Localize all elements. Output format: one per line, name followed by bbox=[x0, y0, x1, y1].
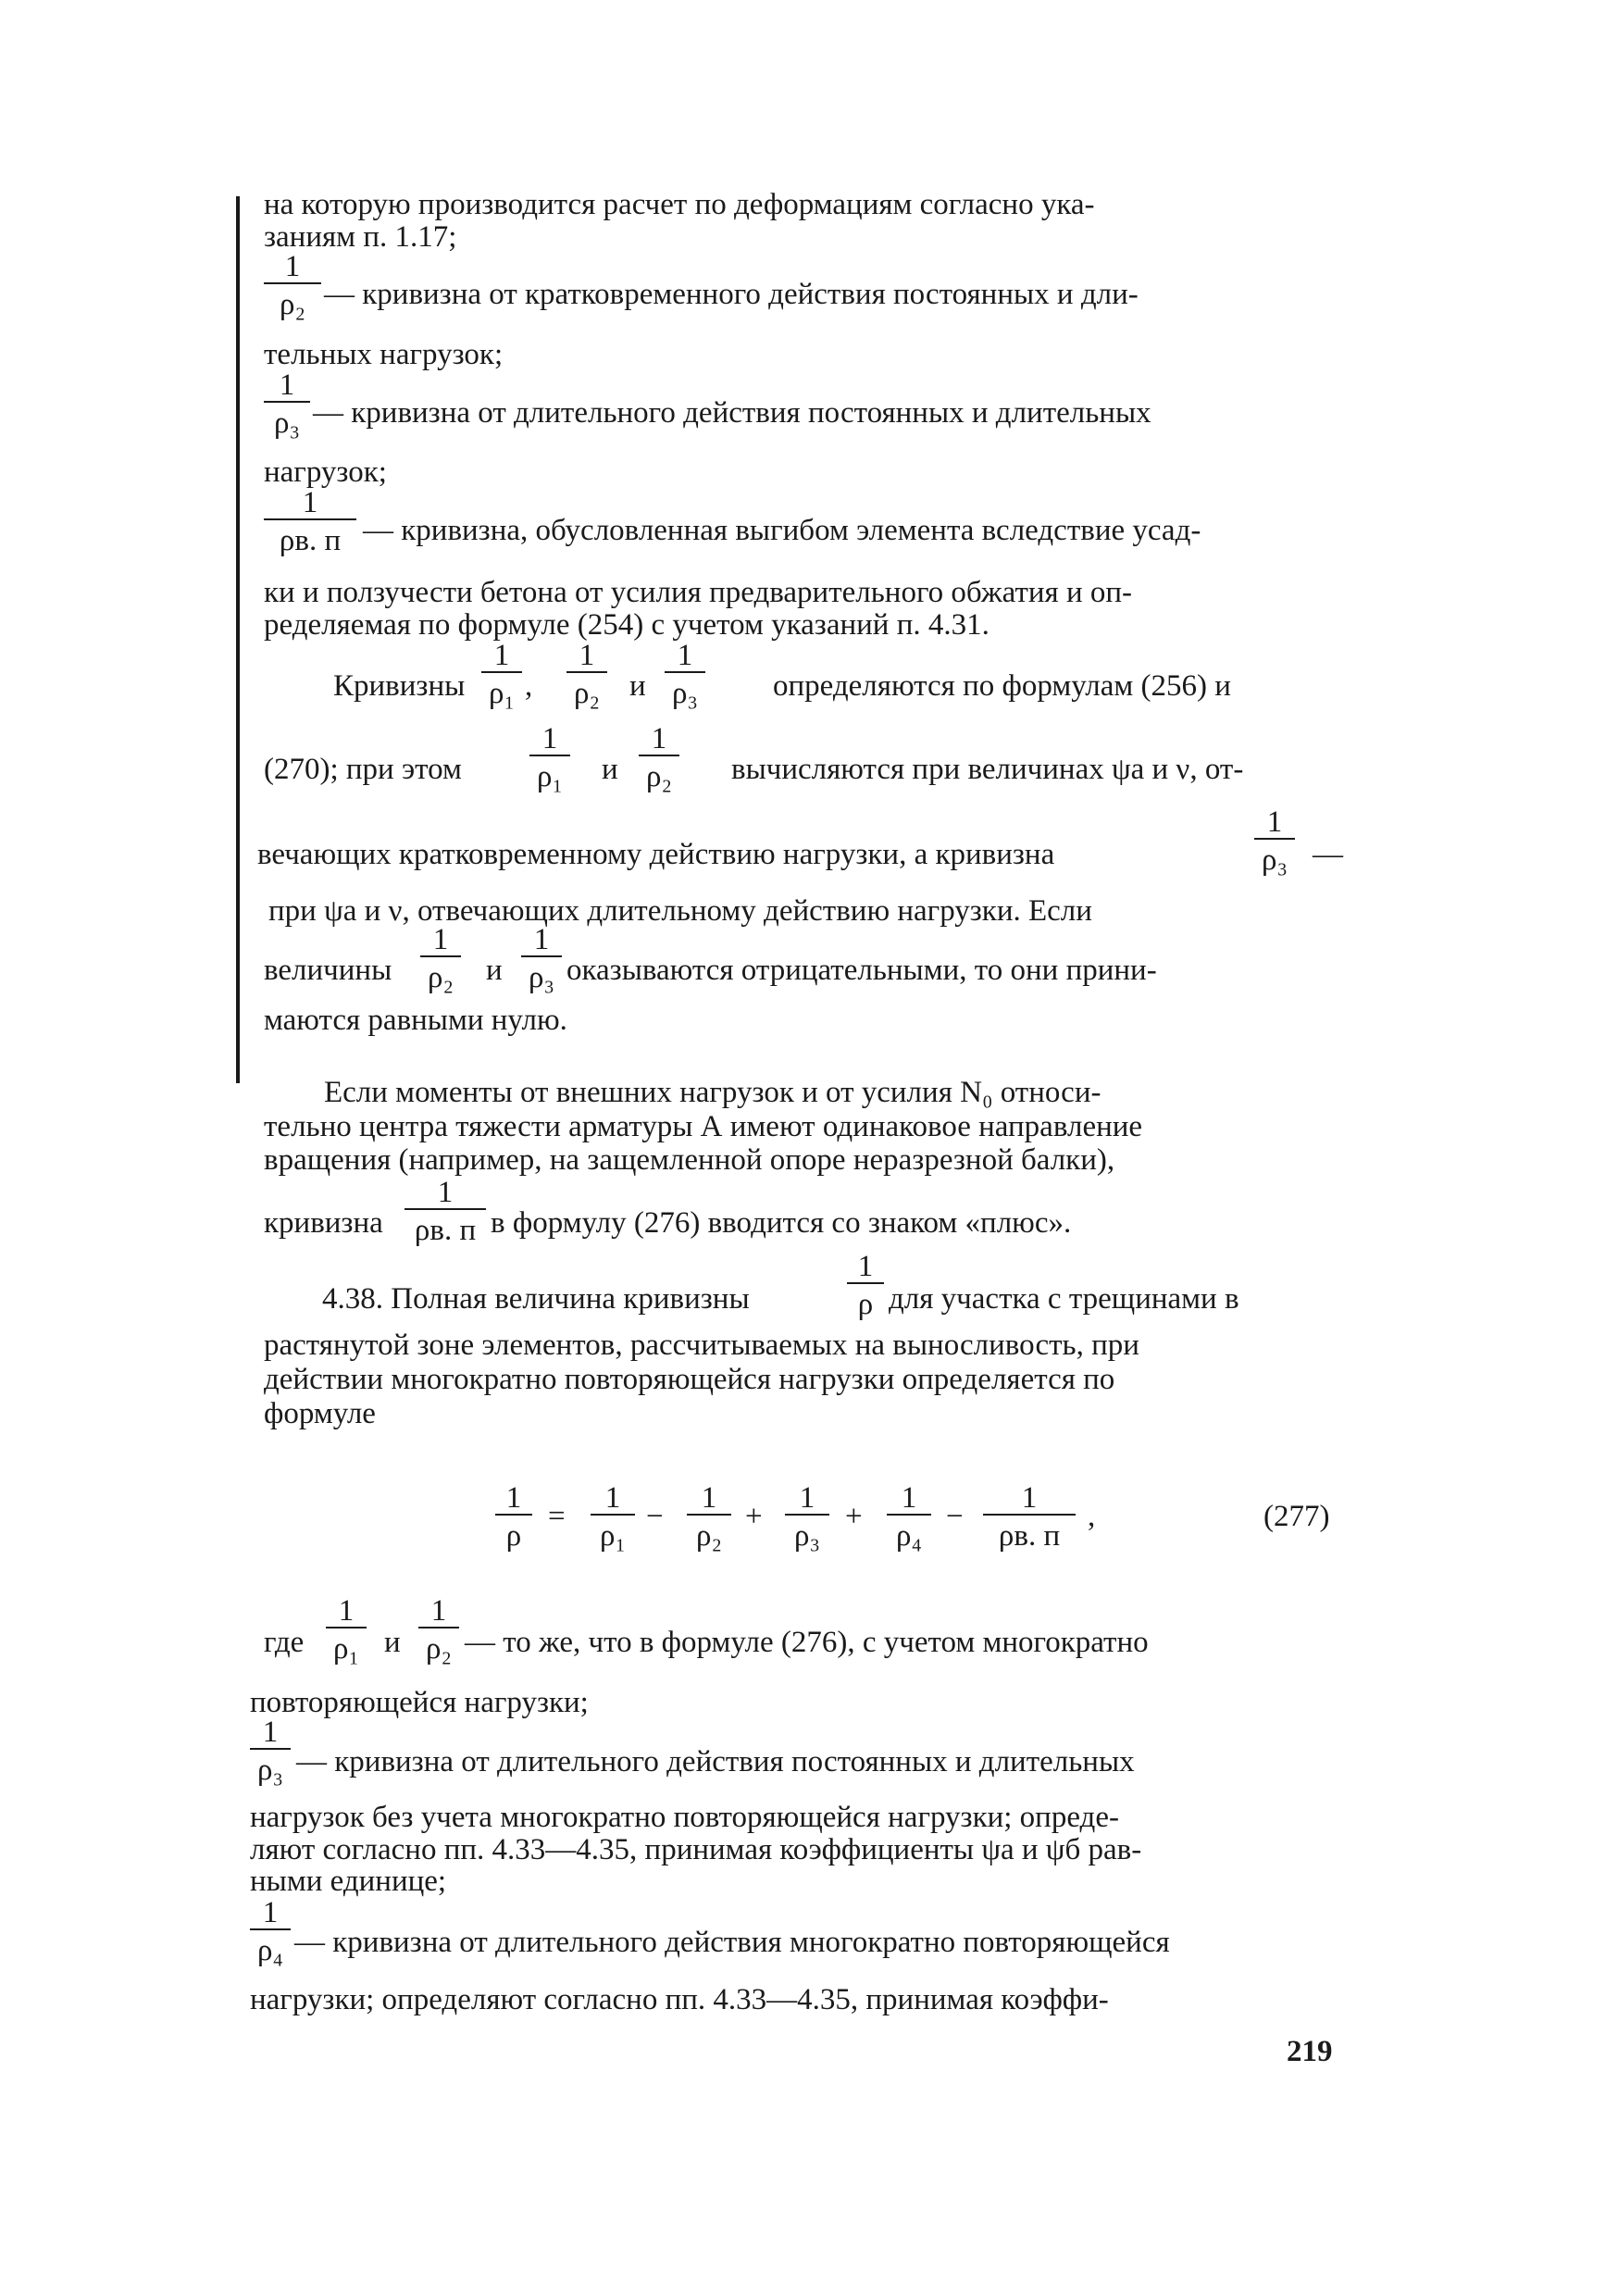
fraction-1-rho1: 1 ρ₁ bbox=[481, 641, 522, 709]
fraction-1-rho-vp: 1 ρв. п bbox=[264, 488, 356, 556]
equation-comma: , bbox=[1088, 1500, 1096, 1533]
fraction-1-rho: 1 ρ bbox=[495, 1483, 532, 1552]
text-line: — кривизна от длительного действия постоянных и длительных bbox=[313, 396, 1151, 430]
text-line: вычисляются при величинах ψа и ν, от- bbox=[731, 753, 1244, 786]
text-line: Если моменты от внешних нагрузок и от усилия N₀ относи- bbox=[324, 1076, 1101, 1109]
text-line: заниям п. 1.17; bbox=[264, 220, 457, 254]
text-line: вечающих кратковременному действию нагрузки, а кривизна bbox=[257, 838, 1055, 871]
fraction-1-rho3: 1 ρ₃ bbox=[264, 370, 310, 439]
text-line: (270); при этом bbox=[264, 753, 462, 786]
fraction-1-rho3: 1 ρ₃ bbox=[1254, 807, 1295, 876]
text-word: и bbox=[602, 753, 618, 786]
fraction-1-rho2: 1 ρ₂ bbox=[566, 641, 607, 709]
text-line: — кривизна от длительного действия многократно повторяющейся bbox=[294, 1926, 1170, 1959]
fraction-1-rho-vp: 1 ρв. п bbox=[404, 1178, 486, 1246]
fraction-1-rho1: 1 ρ₁ bbox=[591, 1483, 635, 1552]
minus-sign: − bbox=[946, 1500, 964, 1533]
margin-change-bar bbox=[236, 196, 240, 1083]
text-line: тельно центра тяжести арматуры А имеют одинаковое направление bbox=[264, 1110, 1143, 1143]
text-line: ляют согласно пп. 4.33—4.35, принимая коэффициенты ψа и ψб рав- bbox=[250, 1833, 1142, 1866]
text-line: тельных нагрузок; bbox=[264, 338, 504, 371]
equation-number: (277) bbox=[1263, 1500, 1330, 1533]
text-line: ределяемая по формуле (254) с учетом указаний п. 4.31. bbox=[264, 608, 989, 642]
fraction-1-rho2: 1 ρ₂ bbox=[687, 1483, 731, 1552]
text-line: — кривизна от кратковременного действия постоянных и дли- bbox=[324, 278, 1139, 311]
plus-sign: + bbox=[845, 1500, 863, 1533]
text-line: ными единице; bbox=[250, 1865, 447, 1898]
fraction-1-rho2: 1 ρ₂ bbox=[639, 724, 679, 792]
text-comma: , bbox=[525, 669, 533, 703]
fraction-1-rho-vp: 1 ρв. п bbox=[983, 1483, 1076, 1552]
text-line: повторяющейся нагрузки; bbox=[250, 1686, 589, 1719]
text-line: действии многократно повторяющейся нагрузки определяется по bbox=[264, 1363, 1115, 1396]
text-word: и bbox=[629, 669, 646, 703]
fraction-1-rho2: 1 ρ₂ bbox=[420, 925, 461, 993]
text-line: 4.38. Полная величина кривизны bbox=[322, 1282, 750, 1316]
text-line: формуле bbox=[264, 1397, 376, 1430]
fraction-1-rho2: 1 ρ₂ bbox=[418, 1596, 459, 1665]
text-line: определяются по формулам (256) и bbox=[773, 669, 1231, 703]
page-number: 219 bbox=[1287, 2035, 1333, 2068]
fraction-1-rho2: 1 ρ₂ bbox=[264, 252, 321, 320]
text-line: вращения (например, на защемленной опоре неразрезной балки), bbox=[264, 1143, 1115, 1177]
plus-sign: + bbox=[745, 1500, 763, 1533]
text-word: и bbox=[384, 1626, 401, 1659]
text-line: при ψа и ν, отвечающих длительному действию нагрузки. Если bbox=[268, 894, 1092, 928]
fraction-1-rho1: 1 ρ₁ bbox=[326, 1596, 367, 1665]
text-line: в формулу (276) вводится со знаком «плюс». bbox=[491, 1206, 1072, 1240]
fraction-1-rho3: 1 ρ₃ bbox=[785, 1483, 829, 1552]
minus-sign: − bbox=[646, 1500, 664, 1533]
text-line: нагрузок; bbox=[264, 455, 387, 489]
fraction-1-rho3: 1 ρ₃ bbox=[521, 925, 562, 993]
fraction-1-rho: 1 ρ bbox=[847, 1252, 884, 1320]
text-line: величины bbox=[264, 954, 392, 987]
text-line: где bbox=[264, 1626, 305, 1659]
text-line: нагрузки; определяют согласно пп. 4.33—4.35, принимая коэффи- bbox=[250, 1983, 1109, 2016]
fraction-1-rho4: 1 ρ₄ bbox=[250, 1898, 291, 1966]
text-line: ки и ползучести бетона от усилия предварительного обжатия и оп- bbox=[264, 576, 1133, 609]
text-line: — кривизна, обусловленная выгибом элемента вследствие усад- bbox=[363, 514, 1201, 547]
text-line: нагрузок без учета многократно повторяющейся нагрузки; опреде- bbox=[250, 1801, 1119, 1834]
text-dash: — bbox=[1313, 838, 1343, 871]
text-line: Кривизны bbox=[333, 669, 466, 703]
equals-sign: = bbox=[548, 1500, 566, 1533]
text-line: — то же, что в формуле (276), с учетом многократно bbox=[465, 1626, 1149, 1659]
fraction-1-rho4: 1 ρ₄ bbox=[887, 1483, 931, 1552]
fraction-1-rho3: 1 ρ₃ bbox=[665, 641, 705, 709]
text-line: — кривизна от длительного действия постоянных и длительных bbox=[296, 1745, 1135, 1778]
text-line: для участка с трещинами в bbox=[889, 1282, 1239, 1316]
text-line: кривизна bbox=[264, 1206, 383, 1240]
text-line: маются равными нулю. bbox=[264, 1004, 567, 1037]
text-line: на которую производится расчет по деформациям согласно ука- bbox=[264, 188, 1095, 221]
fraction-1-rho1: 1 ρ₁ bbox=[529, 724, 570, 792]
text-word: и bbox=[486, 954, 503, 987]
fraction-1-rho3: 1 ρ₃ bbox=[250, 1717, 291, 1786]
text-line: оказываются отрицательными, то они прини- bbox=[566, 954, 1157, 987]
text-line: растянутой зоне элементов, рассчитываемых на выносливость, при bbox=[264, 1329, 1139, 1362]
